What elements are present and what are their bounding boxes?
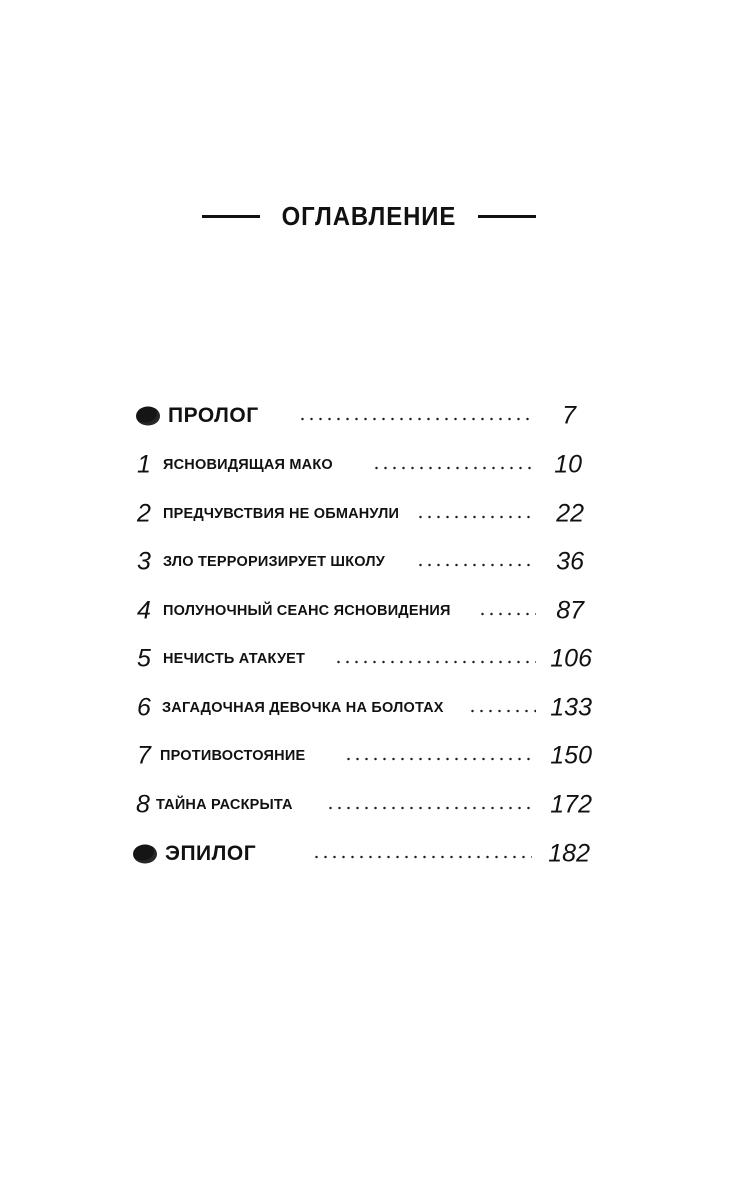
toc-entry-page: 10 (554, 450, 582, 479)
toc-entry-label: ТАЙНА РАСКРЫТА (156, 797, 293, 813)
chapter-number: 3 (137, 547, 151, 576)
toc-entry-label: ПОЛУНОЧНЫЙ СЕАНС ЯСНОВИДЕНИЯ (163, 603, 451, 619)
chapter-number: 4 (137, 596, 151, 625)
toc-entry-page: 87 (556, 596, 584, 625)
dot-leader (312, 856, 532, 859)
toc-entry-page: 7 (562, 401, 576, 430)
toc-entry-label: ЗЛО ТЕРРОРИЗИРУЕТ ШКОЛУ (163, 554, 385, 570)
bullet-icon (136, 407, 160, 426)
toc-entry-prologue[interactable] (0, 399, 738, 433)
toc-heading (0, 196, 738, 236)
toc-entry-label: ПРЕДЧУВСТВИЯ НЕ ОБМАНУЛИ (163, 506, 400, 522)
toc-entry-chapter-3[interactable] (0, 545, 738, 579)
heading-rule-right (478, 215, 536, 218)
dot-leader (344, 758, 536, 761)
toc-entry-epilogue[interactable] (0, 837, 738, 871)
toc-entry-chapter-5[interactable] (0, 642, 738, 676)
toc-entry-label: ПРОТИВОСТОЯНИЕ (160, 748, 306, 764)
heading-rule-left (202, 215, 260, 218)
toc-entry-chapter-4[interactable] (0, 594, 738, 628)
toc-entry-page: 182 (548, 839, 590, 868)
toc-entry-page: 150 (550, 741, 592, 770)
toc-entry-page: 22 (556, 499, 584, 528)
toc-entry-page: 106 (550, 644, 592, 673)
dot-leader (298, 418, 534, 421)
chapter-number: 6 (137, 693, 151, 722)
chapter-number: 5 (137, 644, 151, 673)
toc-entry-chapter-8[interactable] (0, 788, 738, 822)
toc-entry-page: 172 (550, 790, 592, 819)
toc-entry-label: ЗАГАДОЧНАЯ ДЕВОЧКА НА БОЛОТАХ (162, 700, 444, 716)
toc-entry-chapter-7[interactable] (0, 739, 738, 773)
toc-entry-chapter-6[interactable] (0, 691, 738, 725)
toc-entry-label: ЭПИЛОГ (165, 842, 257, 865)
toc-entry-chapter-1[interactable] (0, 448, 738, 482)
chapter-number: 2 (137, 499, 151, 528)
toc-entry-label: ЯСНОВИДЯЩАЯ МАКО (163, 457, 333, 473)
chapter-number: 7 (137, 741, 151, 770)
dot-leader (326, 807, 536, 810)
toc-entry-chapter-2[interactable] (0, 497, 738, 531)
chapter-number: 8 (136, 790, 150, 819)
page-title: ОГЛАВЛЕНИЕ (281, 200, 457, 231)
toc-entry-label: ПРОЛОГ (168, 404, 259, 427)
dot-leader (334, 661, 536, 664)
toc-entry-label: НЕЧИСТЬ АТАКУЕТ (163, 651, 306, 667)
toc-entry-page: 36 (556, 547, 584, 576)
chapter-number: 1 (137, 450, 151, 479)
toc-entry-page: 133 (550, 693, 592, 722)
bullet-icon (133, 845, 157, 864)
